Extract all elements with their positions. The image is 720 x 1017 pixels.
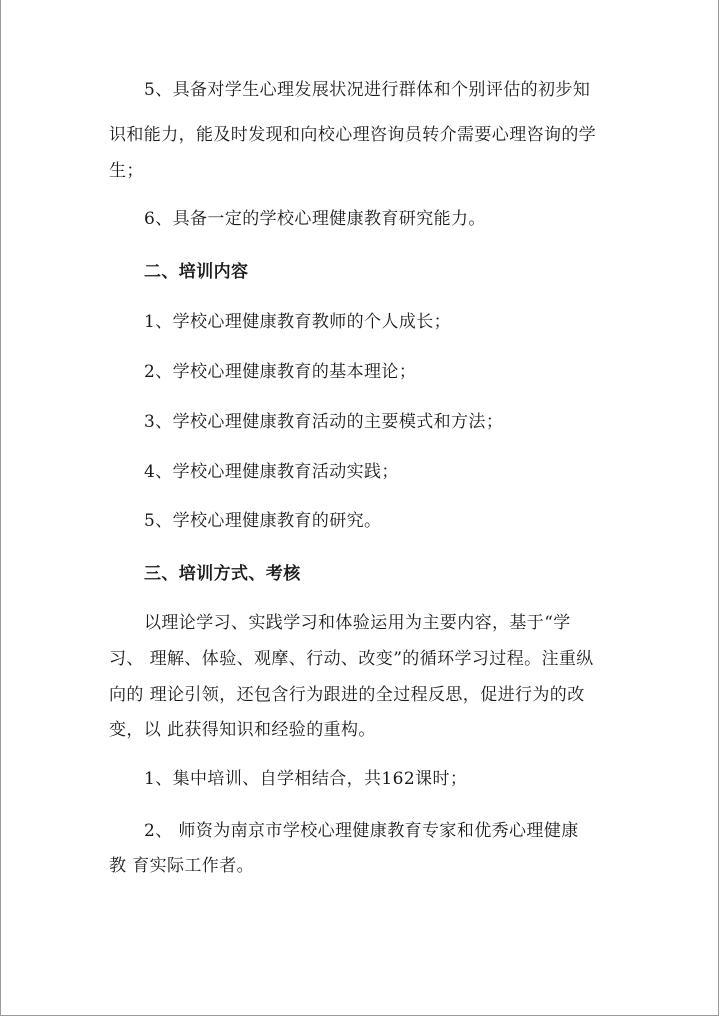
paragraph-item-5-line-3: 生；	[109, 161, 144, 181]
method-item-2-line-2: 教 育实际工作者。	[109, 856, 255, 876]
method-item-1: 1、集中培训、自学相结合，共162课时；	[144, 769, 468, 789]
list-item-content-5: 5、学校心理健康教育的研究。	[144, 511, 382, 531]
paragraph-item-6: 6、具备一定的学校心理健康教育研究能力。	[144, 209, 486, 229]
paragraph-item-5-line-2: 识和能力，能及时发现和向校心理咨询员转介需要心理咨询的学	[109, 125, 597, 145]
method-paragraph-line-3: 向的 理论引领，还包含行为跟进的全过程反思，促进行为的改	[109, 685, 585, 705]
list-item-content-2: 2、学校心理健康教育的基本理论；	[144, 362, 417, 382]
section-heading-training-method: 三、培训方式、考核	[144, 564, 301, 584]
method-item-2-line-1: 2、 师资为南京市学校心理健康教育专家和优秀心理健康	[144, 821, 579, 841]
paragraph-item-5-line-1: 5、具备对学生心理发展状况进行群体和个别评估的初步知	[144, 80, 591, 100]
list-item-content-4: 4、学校心理健康教育活动实践；	[144, 462, 399, 482]
list-item-content-1: 1、学校心理健康教育教师的个人成长；	[144, 312, 452, 332]
method-paragraph-line-4: 变，以 此获得知识和经验的重构。	[109, 720, 376, 740]
section-heading-training-content: 二、培训内容	[144, 262, 249, 282]
method-paragraph-line-1: 以理论学习、实践学习和体验运用为主要内容，基于“学	[144, 613, 571, 633]
list-item-content-3: 3、学校心理健康教育活动的主要模式和方法；	[144, 412, 504, 432]
method-paragraph-line-2: 习、 理解、体验、观摩、行动、改变”的循环学习过程。注重纵	[109, 649, 594, 669]
